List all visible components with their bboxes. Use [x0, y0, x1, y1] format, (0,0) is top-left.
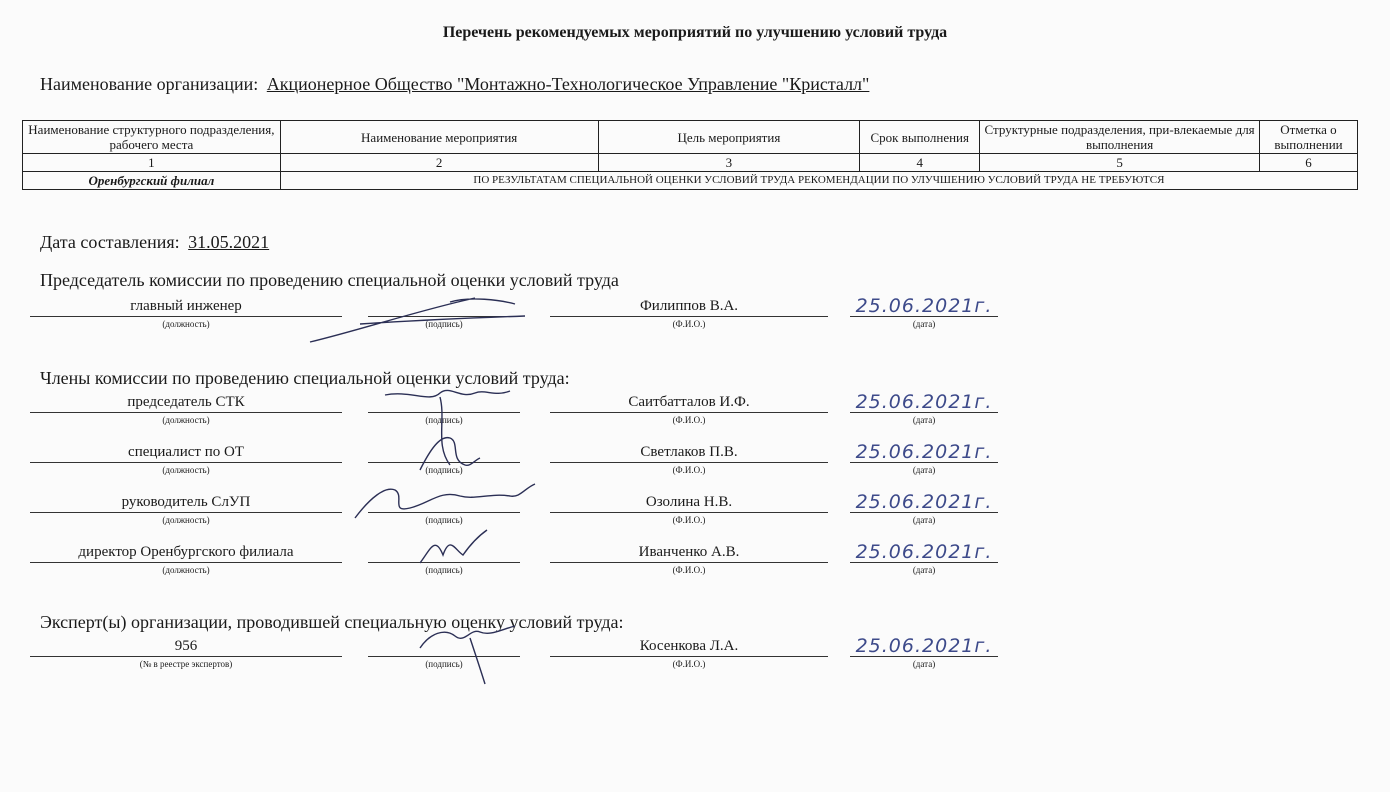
signature-caption: (подпись)	[425, 415, 463, 425]
fio-caption: (Ф.И.О.)	[672, 659, 706, 669]
signature-caption: (подпись)	[425, 319, 463, 329]
date-field	[850, 543, 998, 583]
date-field	[850, 493, 998, 533]
compilation-date-value: 31.05.2021	[188, 232, 270, 252]
name-value: Косенкова Л.А.	[639, 638, 739, 654]
name-field	[550, 543, 828, 583]
table-number-row	[23, 154, 1358, 172]
member-signature	[415, 525, 495, 570]
signature-caption: (подпись)	[425, 659, 463, 669]
position-caption: (должность)	[162, 415, 210, 425]
position-caption: (должность)	[162, 465, 210, 475]
signature-caption: (подпись)	[425, 465, 463, 475]
date-field	[850, 637, 998, 677]
handwritten-date: 25.06.2021г.	[855, 391, 993, 413]
handwritten-date: 25.06.2021г.	[855, 635, 993, 657]
header-measure: Наименование мероприятия	[280, 121, 598, 154]
column-number: 6	[1259, 154, 1357, 172]
date-caption: (дата)	[912, 415, 936, 425]
date-field	[850, 443, 998, 483]
table-header-row	[23, 121, 1358, 154]
name-value: Иванченко А.В.	[638, 544, 740, 560]
name-field	[550, 443, 828, 483]
column-number: 4	[860, 154, 980, 172]
position-field	[30, 543, 342, 583]
unit-cell: Оренбургский филиал	[23, 172, 281, 190]
member-signature	[350, 478, 540, 523]
header-unit: Наименование структурного подразделения, рабочего места	[23, 121, 281, 154]
column-number: 1	[23, 154, 281, 172]
member-signature	[410, 430, 490, 480]
position-caption: (должность)	[162, 515, 210, 525]
fio-caption: (Ф.И.О.)	[672, 319, 706, 329]
column-number: 5	[980, 154, 1260, 172]
compilation-date-line	[40, 232, 269, 253]
date-field	[850, 297, 998, 337]
document-title: Перечень рекомендуемых мероприятий по улучшению условий труда	[442, 24, 948, 41]
member-signature-row	[0, 393, 1390, 433]
date-caption: (дата)	[912, 565, 936, 575]
member-signature-row	[0, 543, 1390, 583]
header-goal: Цель мероприятия	[598, 121, 860, 154]
position-caption: (должность)	[162, 565, 210, 575]
date-caption: (дата)	[912, 515, 936, 525]
organization-line	[40, 74, 869, 95]
header-departments: Структурные подразделения, при-влекаемые для выполнения	[980, 121, 1260, 154]
member-signature-row	[0, 493, 1390, 533]
position-value: руководитель СлУП	[121, 494, 251, 510]
table-row	[23, 172, 1358, 190]
column-number: 3	[598, 154, 860, 172]
position-value: главный инженер	[130, 298, 242, 314]
column-number: 2	[280, 154, 598, 172]
expert-signature-row	[0, 637, 1390, 677]
position-field	[30, 493, 342, 533]
date-caption: (дата)	[912, 465, 936, 475]
member-signature-row	[0, 443, 1390, 483]
recommendation-cell: ПО РЕЗУЛЬТАТАМ СПЕЦИАЛЬНОЙ ОЦЕНКИ УСЛОВИЙ ТРУДА РЕКОМЕНДАЦИИ ПО УЛУЧШЕНИЮ УСЛОВИЙ ТРУДА НЕ ТРЕБУЮТСЯ	[280, 172, 1357, 190]
name-value: Озолина Н.В.	[645, 494, 733, 510]
chairman-signature	[300, 290, 540, 350]
measures-table	[22, 120, 1358, 190]
organization-label: Наименование организации:	[40, 74, 259, 94]
expert-reg-number: 956	[174, 638, 198, 654]
position-field	[30, 443, 342, 483]
expert-signature	[410, 618, 530, 688]
position-value: председатель СТК	[127, 394, 245, 410]
signature-caption: (подпись)	[425, 565, 463, 575]
header-deadline: Срок выполнения	[860, 121, 980, 154]
name-field	[550, 393, 828, 433]
handwritten-date: 25.06.2021г.	[855, 541, 993, 563]
name-value: Филиппов В.А.	[639, 298, 739, 314]
handwritten-date: 25.06.2021г.	[855, 491, 993, 513]
expert-reg-field	[30, 637, 342, 677]
name-field	[550, 493, 828, 533]
header-completion-mark: Отметка о выполнении	[1259, 121, 1357, 154]
signature-caption: (подпись)	[425, 515, 463, 525]
organization-name: Акционерное Общество "Монтажно-Технологическое Управление "Кристалл"	[266, 74, 870, 94]
position-caption: (должность)	[162, 319, 210, 329]
fio-caption: (Ф.И.О.)	[672, 565, 706, 575]
name-value: Светлаков П.В.	[640, 444, 738, 460]
fio-caption: (Ф.И.О.)	[672, 465, 706, 475]
expert-reg-caption: (№ в реестре экспертов)	[139, 659, 233, 669]
expert-heading: Эксперт(ы) организации, проводившей специальную оценку условий труда:	[40, 612, 624, 632]
handwritten-date: 25.06.2021г.	[855, 441, 993, 463]
position-value: директор Оренбургского филиала	[78, 544, 294, 560]
position-field	[30, 297, 342, 337]
name-field	[550, 637, 828, 677]
position-field	[30, 393, 342, 433]
date-caption: (дата)	[912, 319, 936, 329]
name-value: Саитбатталов И.Ф.	[628, 394, 750, 410]
fio-caption: (Ф.И.О.)	[672, 415, 706, 425]
chairman-signature-row	[0, 297, 1390, 337]
date-caption: (дата)	[912, 659, 936, 669]
name-field	[550, 297, 828, 337]
date-field	[850, 393, 998, 433]
compilation-date-label: Дата составления:	[40, 232, 180, 252]
fio-caption: (Ф.И.О.)	[672, 515, 706, 525]
members-heading: Члены комиссии по проведению специальной оценки условий труда:	[40, 368, 570, 388]
handwritten-date: 25.06.2021г.	[855, 295, 993, 317]
position-value: специалист по ОТ	[128, 444, 244, 460]
chairman-heading: Председатель комиссии по проведению специальной оценки условий труда	[40, 270, 619, 290]
